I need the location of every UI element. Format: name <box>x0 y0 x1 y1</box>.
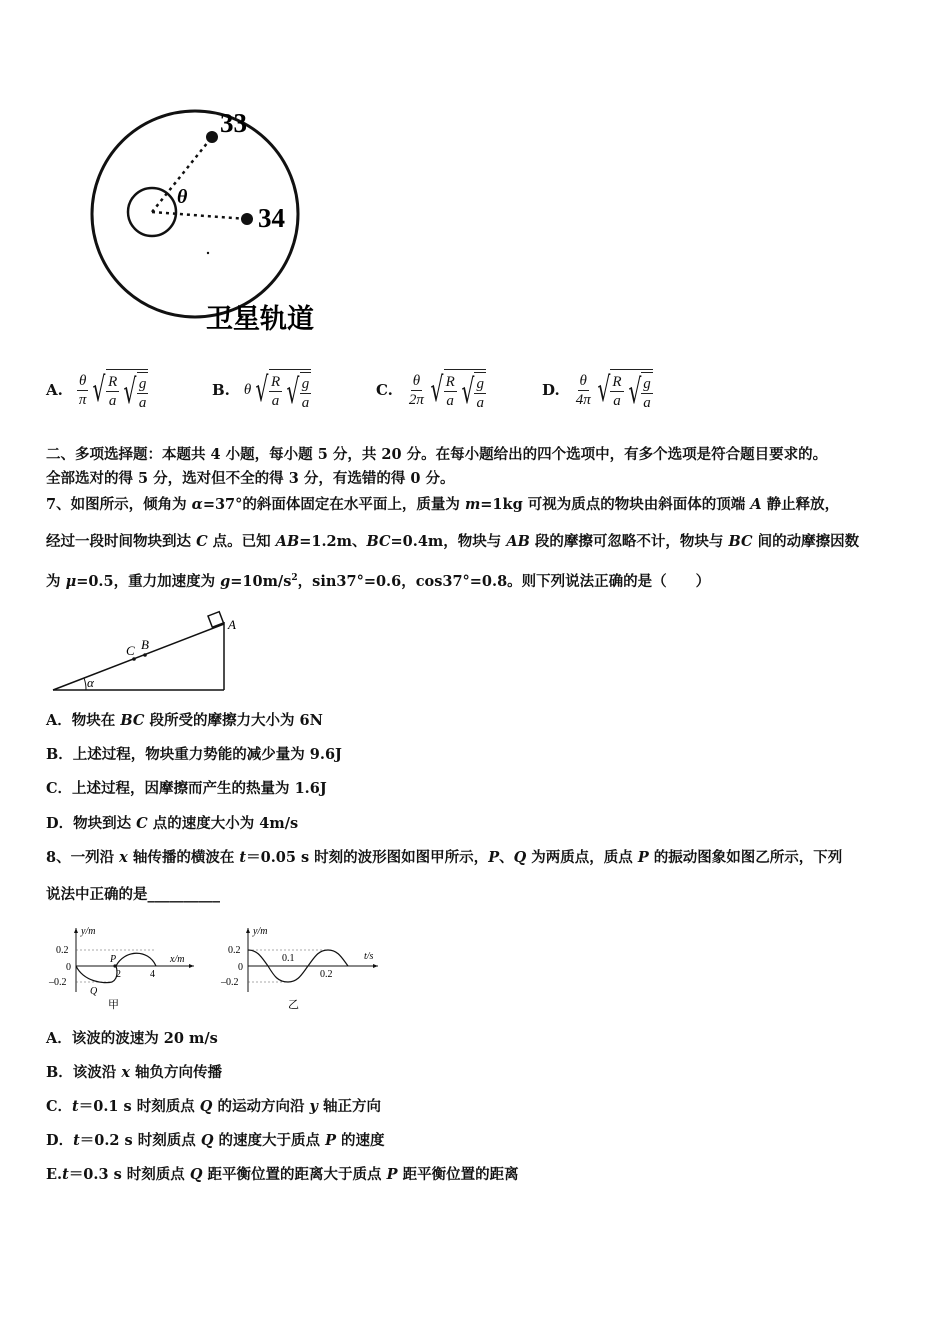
q7-option-a[interactable]: A．物块在 BC 段所受的摩擦力大小为 6N <box>46 712 323 729</box>
section2-line2: 全部选对的得 5 分，选对但不全的得 3 分，有选错的得 0 分。 <box>46 470 455 487</box>
q6-option-b[interactable]: B. θ √ $\frac{R}{a}$ √ $\frac{g}{a}$ <box>212 370 310 412</box>
option-letter: C. <box>376 381 393 399</box>
q8-option-c[interactable]: C．t＝0.1 s 时刻质点 Q 的运动方向沿 y 轴正方向 <box>46 1098 382 1115</box>
satellite-33-dot <box>206 131 218 143</box>
option-letter: D. <box>542 381 560 399</box>
tick-0-2: 0.2 <box>320 969 333 980</box>
r-num: R <box>445 374 455 390</box>
q8-option-e[interactable]: E.t＝0.3 s 时刻质点 Q 距平衡位置的距离大于质点 P 距平衡位置的距离 <box>46 1166 519 1183</box>
q7-option-d[interactable]: D．物块到达 C 点的速度大小为 4m/s <box>46 815 299 832</box>
r-num: R <box>612 374 622 390</box>
g-den: a <box>476 394 484 411</box>
g-num: g <box>476 375 484 392</box>
q6-option-c[interactable]: C. $\frac{\theta}{2\pi}$ √ $\frac{R}{a}$ √ $\frac{g}{a}$ <box>376 370 484 412</box>
coef: θ <box>243 381 252 398</box>
g-den: a <box>643 394 651 411</box>
q8-stem-line1: 8、一列沿 x 轴传播的横波在 t＝0.05 s 时刻的波形图如图甲所示，P、Q 为两质点，质点 P 的振动图象如图乙所示，下列 <box>46 849 843 866</box>
r-den: a <box>613 393 621 409</box>
option-letter: A. <box>46 381 63 399</box>
y-bottom: –0.2 <box>221 977 239 988</box>
q8-option-a[interactable]: A．该波的波速为 20 m/s <box>46 1030 218 1047</box>
label-q: Q <box>90 986 98 997</box>
g-den: a <box>301 394 310 411</box>
r-den: a <box>446 393 454 409</box>
label-33: 33 <box>220 108 247 138</box>
angle-arc <box>84 678 86 690</box>
y-top: 0.2 <box>228 945 241 956</box>
wave-graph-jia <box>46 922 206 1014</box>
q7-stem-line3: 为 μ=0.5，重力加速度为 $g=10m/s^2$，sin37°=0.6，cos37°=0.8。则下列说法正确的是（ ） <box>46 572 711 590</box>
vibration-graph-yi <box>218 922 388 1014</box>
x-arrow <box>189 964 194 968</box>
g-num: g <box>643 375 651 392</box>
q8-option-b[interactable]: B．该波沿 x 轴负方向传播 <box>46 1064 223 1081</box>
q8-option-d[interactable]: D．t＝0.2 s 时刻质点 Q 的速度大于质点 P 的速度 <box>46 1132 385 1149</box>
g-num: g <box>138 375 147 392</box>
coef-den: 2π <box>408 391 424 408</box>
q7-option-b[interactable]: B．上述过程，物块重力势能的减少量为 9.6J <box>46 746 342 763</box>
q7-stem-line1: 7、如图所示，倾角为 α=37°的斜面体固定在水平面上，质量为 m=1kg 可视为质点的物块由斜面体的顶端 A 静止释放， <box>46 496 840 513</box>
orbit-caption: 卫星轨道 <box>206 304 314 335</box>
y-zero: 0 <box>238 962 243 973</box>
label-a: A <box>228 617 236 632</box>
y-arrow <box>246 928 250 933</box>
incline-figure <box>50 608 250 698</box>
tick-4: 4 <box>150 969 155 980</box>
q7-stem-line2: 经过一段时间物块到达 C 点。已知 AB=1.2m、BC=0.4m，物块与 AB 段的摩擦可忽略不计，物块与 BC 间的动摩擦因数 <box>46 533 860 550</box>
y-zero: 0 <box>66 962 71 973</box>
label-c: C <box>126 643 135 658</box>
x-label: x/m <box>170 954 185 965</box>
g-den: a <box>138 394 147 411</box>
r-num: R <box>108 374 118 390</box>
q6-option-a[interactable]: A. $\frac{\theta}{\pi}$ √ $\frac{R}{a}$ √ $\frac{g}{a}$ <box>46 370 147 412</box>
coef-den: π <box>78 391 87 408</box>
coef-num: θ <box>412 372 421 389</box>
label-p: P <box>110 954 117 965</box>
y-top: 0.2 <box>56 945 69 956</box>
label-b: B <box>141 637 149 652</box>
incline-slope <box>53 624 224 690</box>
label-theta: θ <box>177 186 188 208</box>
r-den: a <box>108 393 117 409</box>
q7-option-c[interactable]: C．上述过程，因摩擦而产生的热量为 1.6J <box>46 780 327 797</box>
caption-yi: 乙 <box>288 998 299 1011</box>
satellite-34-dot <box>241 213 253 225</box>
g-num: g <box>301 375 310 392</box>
y-label: y/m <box>253 926 268 937</box>
orbit-figure <box>40 95 360 345</box>
q6-option-d[interactable]: D. $\frac{\theta}{4\pi}$ √ $\frac{R}{a}$ √ $\frac{g}{a}$ <box>542 370 651 412</box>
caption-jia: 甲 <box>108 998 119 1011</box>
coef-num: θ <box>78 372 87 389</box>
q8-stem-line2: 说法中正确的是__________ <box>46 886 220 903</box>
x-arrow <box>373 964 378 968</box>
r-den: a <box>271 393 280 409</box>
label-34: 34 <box>258 203 285 233</box>
point-b <box>143 653 147 657</box>
y-bottom: –0.2 <box>49 977 67 988</box>
coef-num: θ <box>579 372 587 389</box>
option-letter: B. <box>212 381 230 399</box>
label-alpha: α <box>87 675 94 690</box>
tick-2: 2 <box>116 969 121 980</box>
x-label: t/s <box>364 951 374 962</box>
speck <box>207 252 209 254</box>
section2-line1: 二、多项选择题：本题共 4 小题，每小题 5 分，共 20 分。在每小题给出的四个选项中，有多个选项是符合题目要求的。 <box>46 446 828 463</box>
y-arrow <box>74 928 78 933</box>
coef-den: 4π <box>575 391 591 408</box>
y-label: y/m <box>81 926 96 937</box>
radius-line-34 <box>152 212 247 219</box>
tick-0-1: 0.1 <box>282 953 295 964</box>
r-num: R <box>270 374 281 390</box>
